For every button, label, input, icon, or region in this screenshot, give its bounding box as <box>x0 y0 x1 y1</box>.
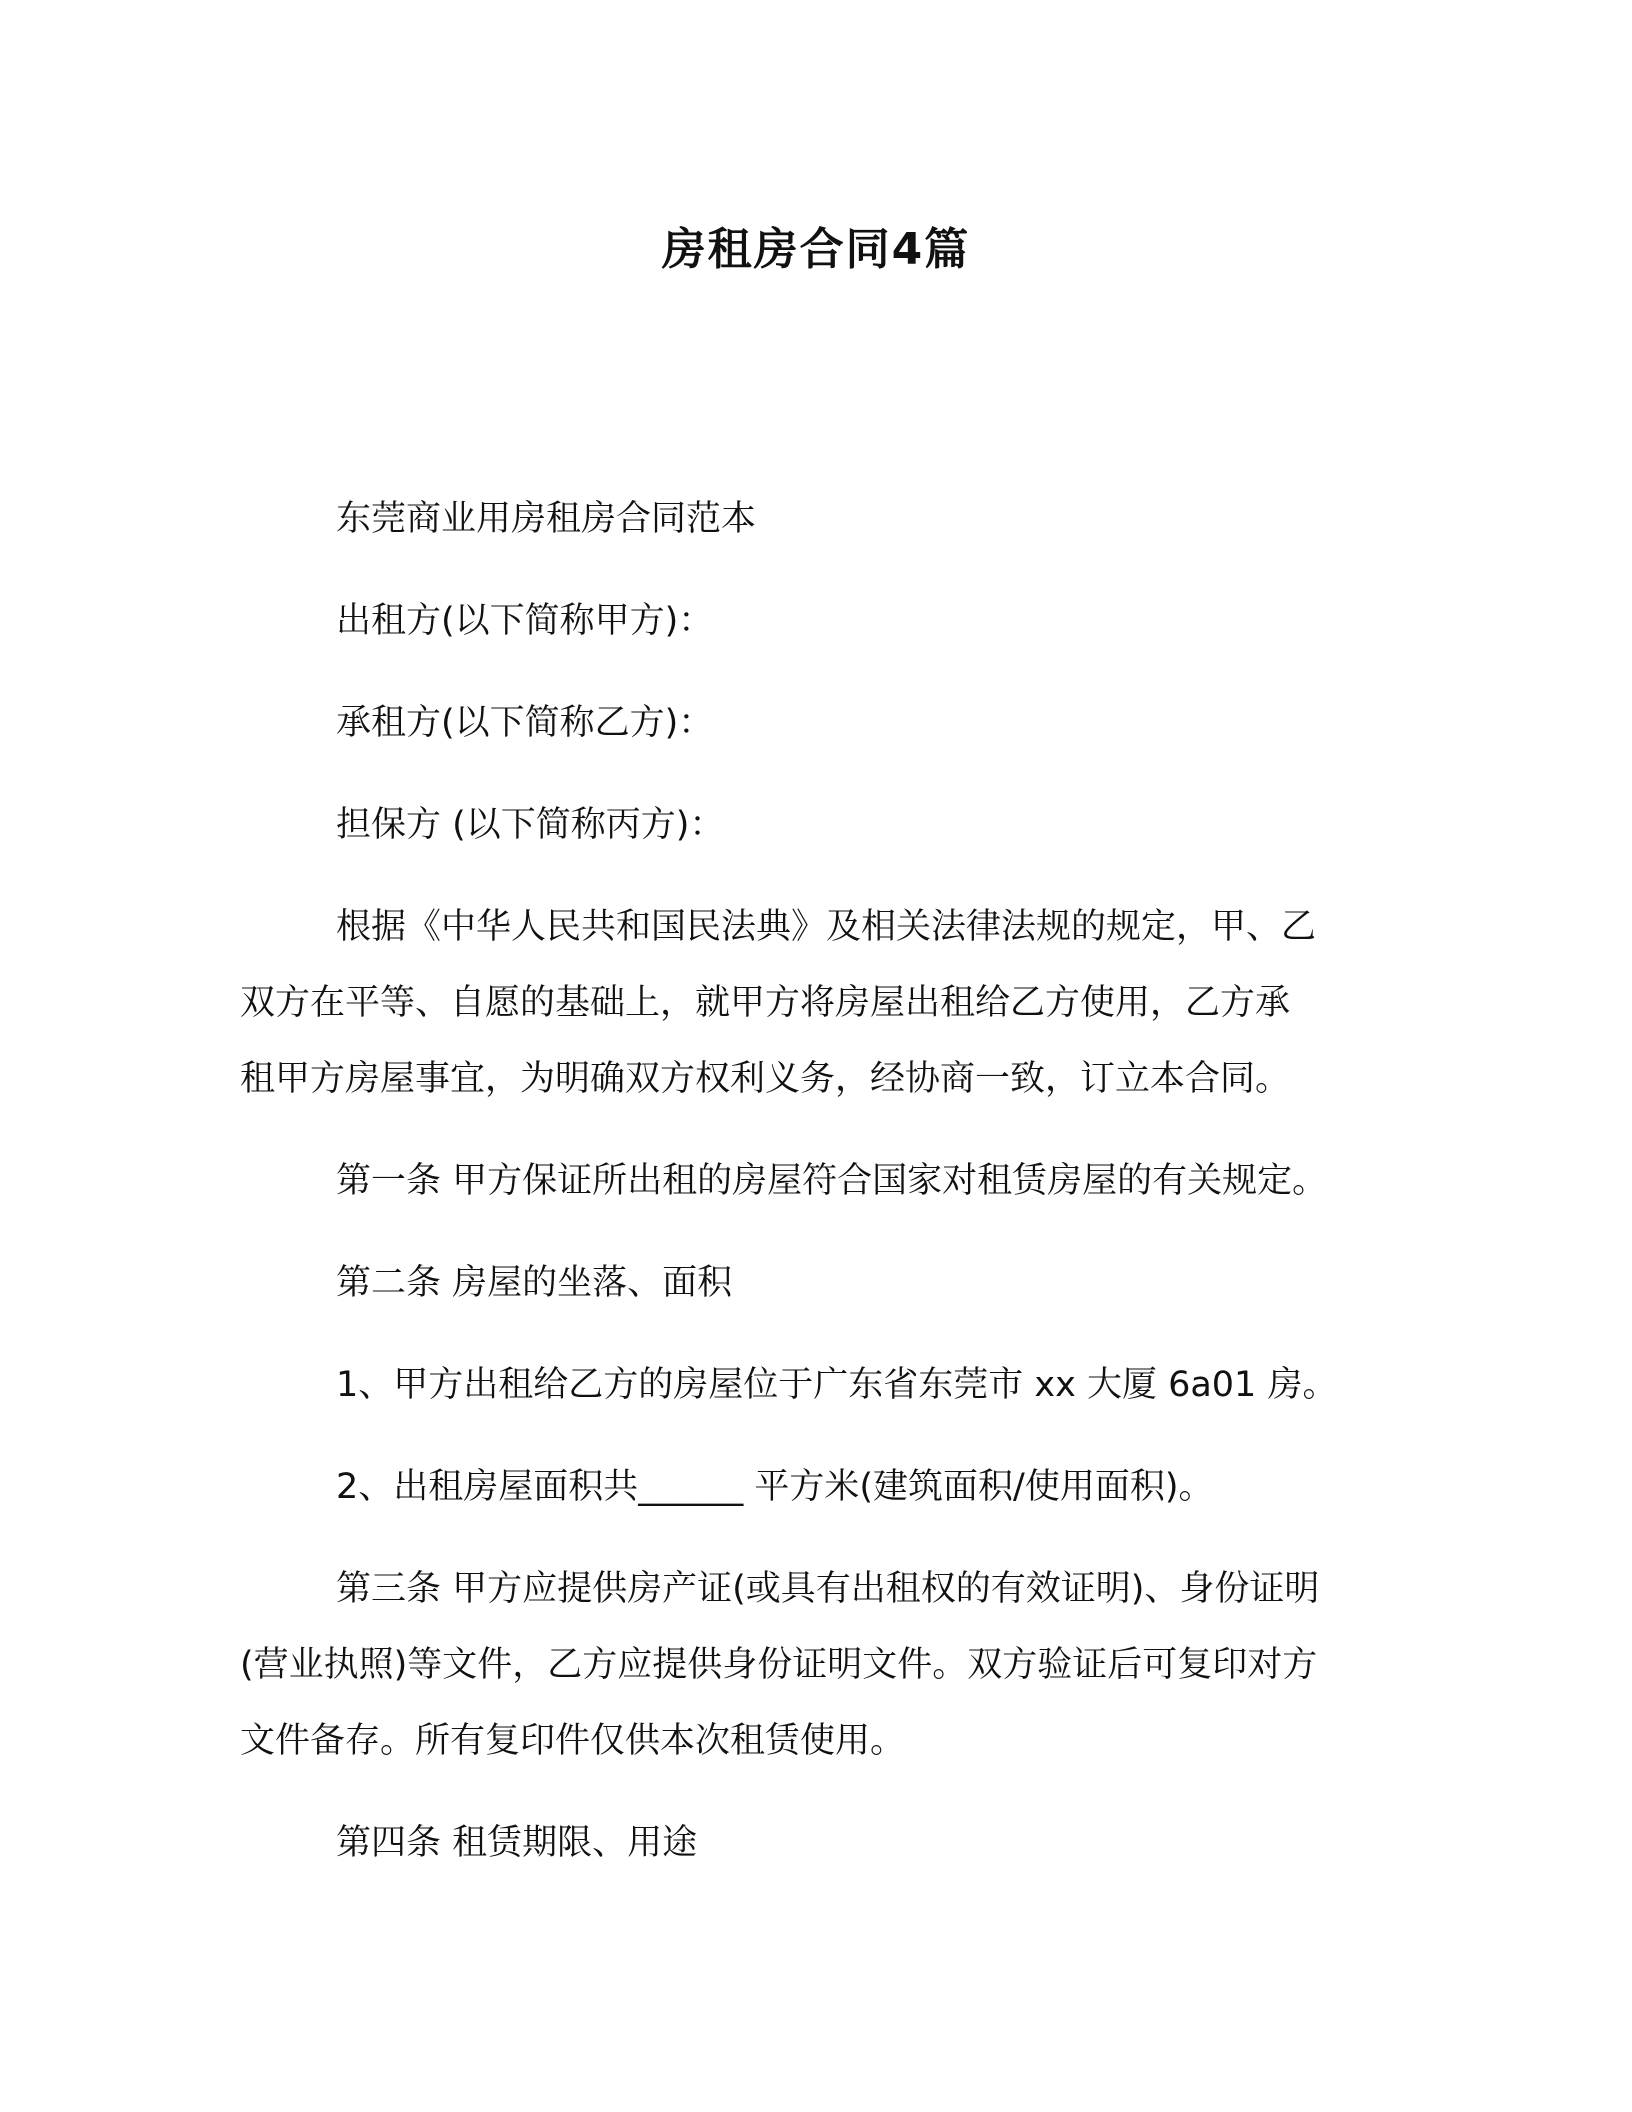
preamble-line-3: 租甲方房屋事宜，为明确双方权利义务，经协商一致，订立本合同。 <box>240 1059 1291 1099</box>
article-2-item-1: 1、甲方出租给乙方的房屋位于广东省东莞市 xx 大厦 6a01 房。 <box>336 1365 1338 1405</box>
preamble-line-2: 双方在平等、自愿的基础上，就甲方将房屋出租给乙方使用，乙方承 <box>240 983 1291 1023</box>
contract-subtitle: 东莞商业用房租房合同范本 <box>336 499 757 539</box>
lessor-line: 出租方(以下简称甲方)： <box>336 601 714 641</box>
document-title: 房租房合同4篇 <box>661 224 971 275</box>
article-1: 第一条 甲方保证所出租的房屋符合国家对租赁房屋的有关规定。 <box>336 1161 1328 1201</box>
article-3-line-3: 文件备存。所有复印件仅供本次租赁使用。 <box>240 1721 906 1761</box>
article-3-line-1: 第三条 甲方应提供房产证(或具有出租权的有效证明)、身份证明 <box>336 1569 1320 1609</box>
preamble-line-1: 根据《中华人民共和国民法典》及相关法律法规的规定，甲、乙 <box>336 907 1317 947</box>
article-2-item-2: 2、出租房屋面积共______ 平方米(建筑面积/使用面积)。 <box>336 1467 1214 1507</box>
article-3-line-2: (营业执照)等文件，乙方应提供身份证明文件。双方验证后可复印对方 <box>240 1645 1318 1685</box>
lessee-line: 承租方(以下简称乙方)： <box>336 703 714 743</box>
article-2-heading: 第二条 房屋的坐落、面积 <box>336 1263 733 1303</box>
article-4-heading: 第四条 租赁期限、用途 <box>336 1823 698 1863</box>
guarantor-line: 担保方 (以下简称丙方)： <box>336 805 725 845</box>
